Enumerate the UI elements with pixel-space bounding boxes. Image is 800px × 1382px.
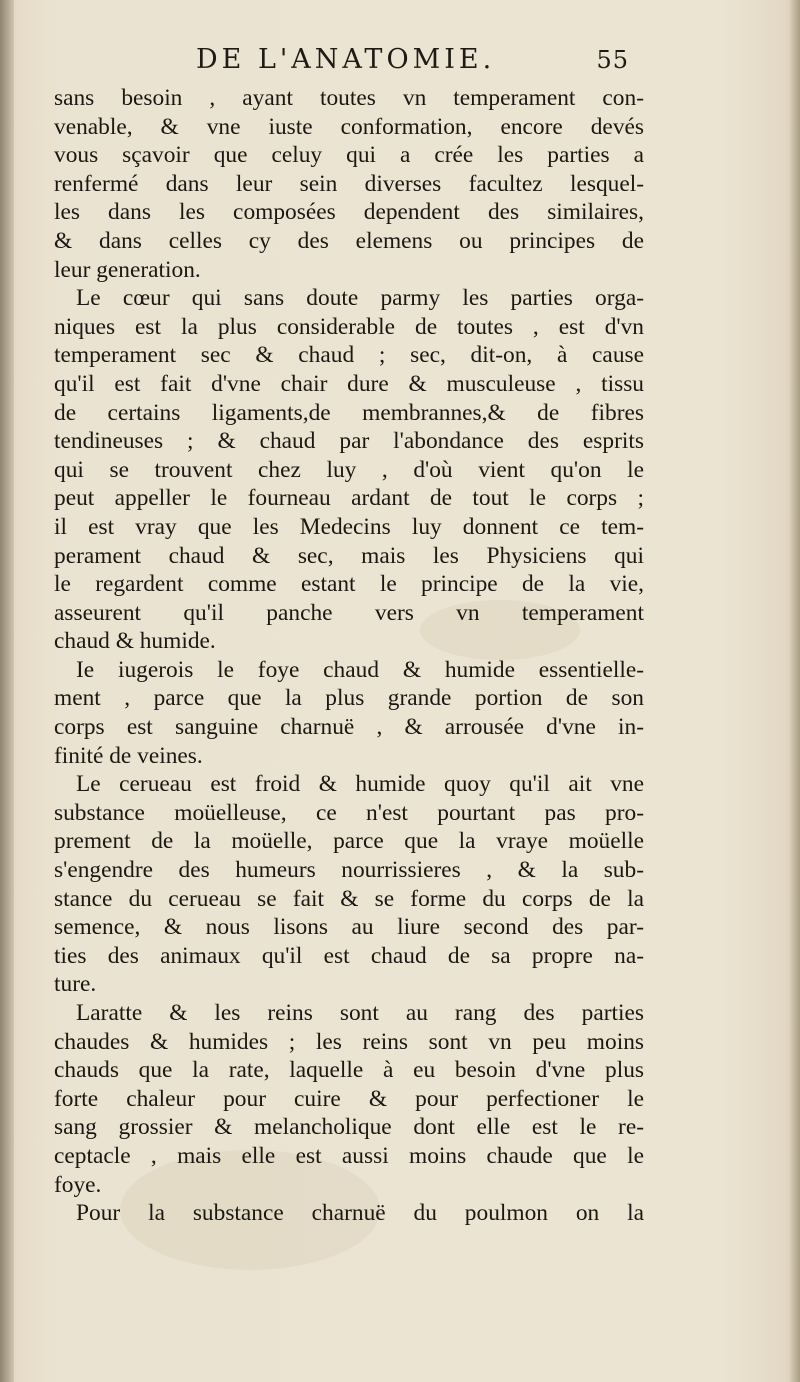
text-line: venable, & vne iuste conformation, encore devés — [54, 113, 644, 140]
text-line: ture. — [54, 971, 97, 998]
body-text — [54, 84, 644, 1228]
text-line: qu'il est fait d'vne chair dure & musculeuse , tissu — [54, 370, 644, 397]
text-line: chauds que la rate, laquelle à eu besoin d'vne plus — [54, 1057, 644, 1084]
text-line: finité de veines. — [54, 742, 203, 769]
text-line: Ie iugerois le foye chaud & humide essentielle- — [76, 656, 644, 683]
text-line: chaudes & humides ; les reins sont vn peu moins — [54, 1028, 644, 1055]
text-line: sang grossier & melancholique dont elle est le re- — [54, 1114, 644, 1141]
text-line: s'engendre des humeurs nourrissieres , & la sub- — [54, 857, 644, 884]
text-line: & dans celles cy des elemens ou principes de — [54, 227, 644, 254]
text-line: qui se trouvent chez luy , d'où vient qu'on le — [54, 456, 644, 483]
text-line: ties des animaux qu'il est chaud de sa propre na- — [54, 942, 644, 969]
text-line: Pour la substance charnuë du poulmon on la — [76, 1200, 644, 1227]
text-line: le regardent comme estant le principe de la vie, — [54, 571, 644, 598]
text-line: chaud & humide. — [54, 628, 216, 655]
text-line: Laratte & les reins sont au rang des parties — [76, 1000, 644, 1026]
text-line: corps est sanguine charnuë , & arrousée d'vne in- — [54, 714, 644, 741]
running-head — [60, 44, 635, 84]
text-line: les dans les composées dependent des similaires, — [54, 199, 644, 226]
text-line: perament chaud & sec, mais les Physiciens qui — [54, 542, 644, 569]
text-line: il est vray que les Medecins luy donnent ce tem- — [54, 513, 644, 540]
text-line: vous sçavoir que celuy qui a crée les parties a — [54, 142, 644, 169]
text-line: renfermé dans leur sein diverses facultez lesquel- — [54, 170, 644, 197]
text-line: Le cerueau est froid & humide quoy qu'il ait vne — [76, 771, 644, 798]
running-title: DE L'ANATOMIE. — [196, 44, 496, 75]
page-left-edge — [0, 0, 14, 1382]
text-line: leur generation. — [54, 256, 201, 283]
page-number: 55 — [596, 46, 629, 74]
text-line: niques est la plus considerable de toutes , est d'vn — [54, 313, 644, 340]
text-line: stance du cerueau se fait & se forme du corps de la — [54, 885, 644, 912]
text-line: prement de la moüelle, parce que la vraye moüelle — [54, 828, 644, 855]
text-line: de certains ligaments,de membrannes,& de fibres — [54, 399, 644, 426]
text-line: forte chaleur pour cuire & pour perfectioner le — [54, 1085, 644, 1112]
text-line: temperament sec & chaud ; sec, dit-on, à cause — [54, 342, 644, 369]
page-right-edge — [790, 0, 800, 1382]
text-line: peut appeller le fourneau ardant de tout le corps ; — [54, 485, 644, 512]
text-line: ceptacle , mais elle est aussi moins chaude que le — [54, 1142, 644, 1169]
text-line: sans besoin , ayant toutes vn temperament con- — [54, 85, 644, 111]
text-line: Le cœur qui sans doute parmy les parties orga- — [76, 285, 644, 312]
text-line: foye. — [54, 1171, 102, 1198]
text-line: ment , parce que la plus grande portion de son — [54, 685, 644, 712]
text-line: semence, & nous lisons au liure second des par- — [54, 914, 644, 941]
text-line: tendineuses ; & chaud par l'abondance des esprits — [54, 428, 644, 455]
text-line: asseurent qu'il panche vers vn temperament — [54, 599, 644, 626]
text-line: substance moüelleuse, ce n'est pourtant pas pro- — [54, 799, 644, 826]
